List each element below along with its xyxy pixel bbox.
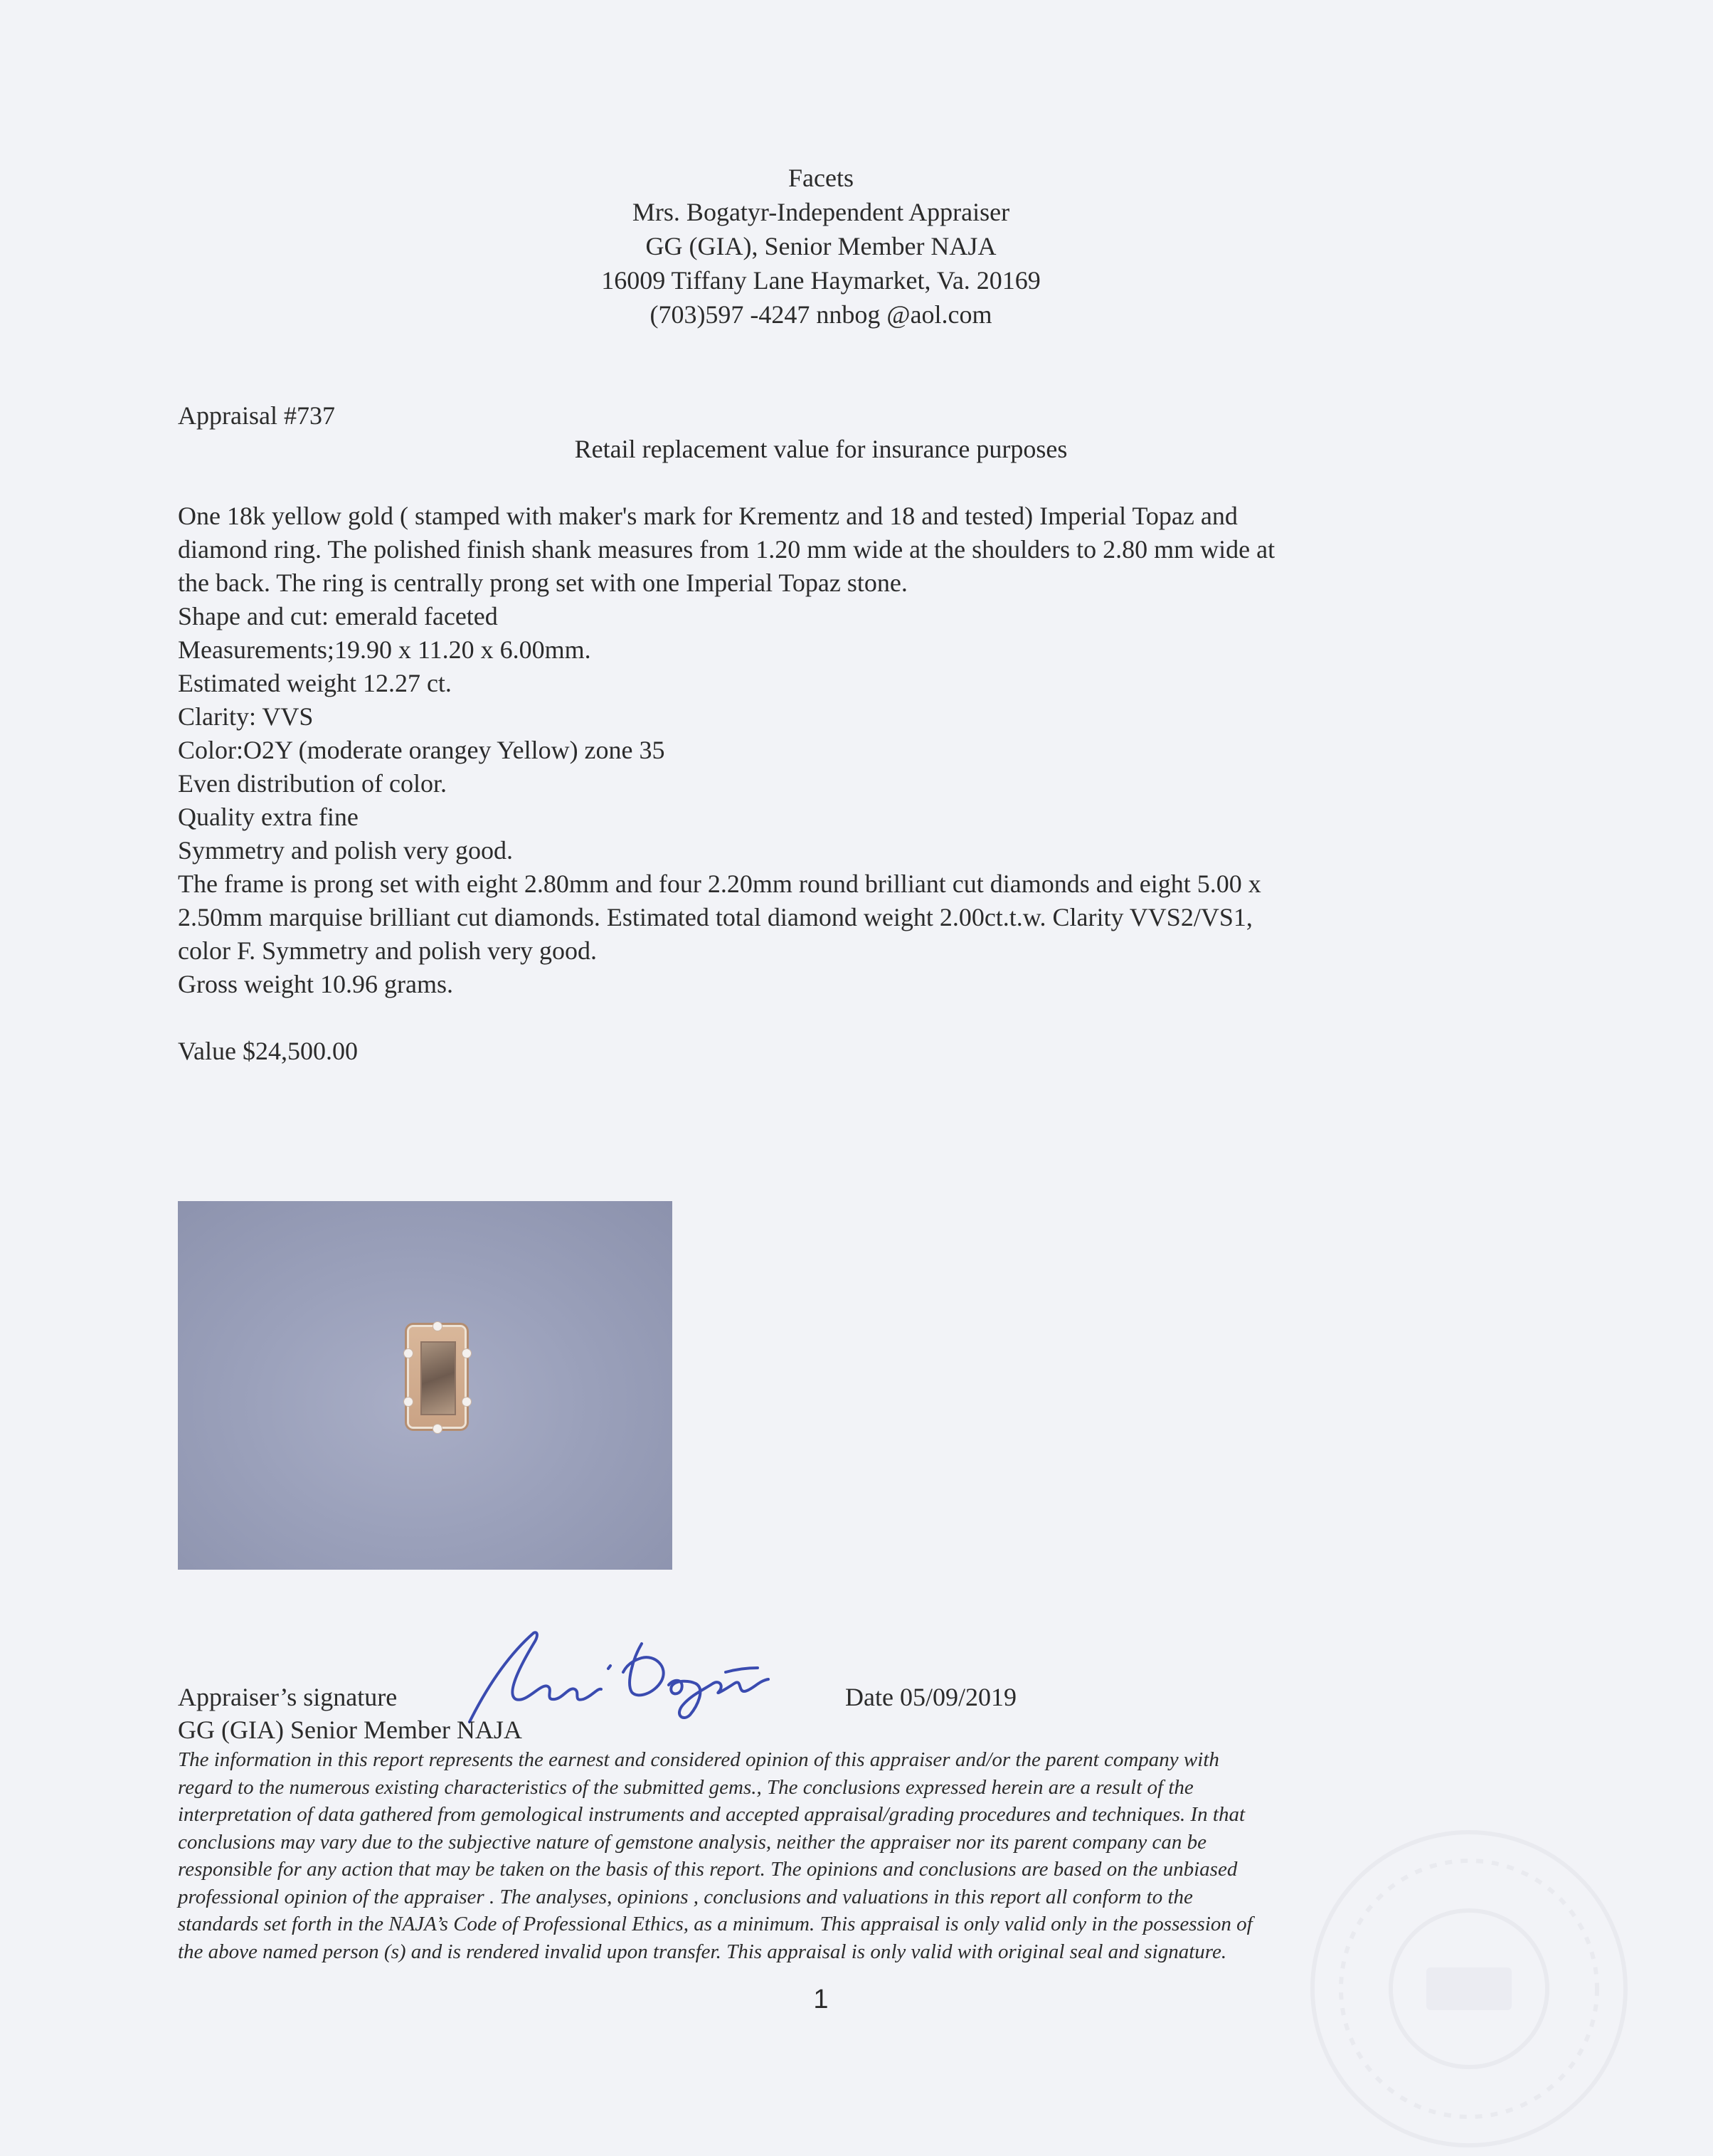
- ring-photo: [178, 1201, 672, 1570]
- ring-image: [409, 1327, 465, 1427]
- description-line: color F. Symmetry and polish very good.: [178, 936, 598, 965]
- description-line: Shape and cut: emerald faceted: [178, 602, 498, 630]
- description-line: Quality extra fine: [178, 803, 359, 831]
- company-address: 16009 Tiffany Lane Haymarket, Va. 20169: [601, 266, 1041, 295]
- description-line: One 18k yellow gold ( stamped with maker's mark for Krementz and 18 and tested) Imperial Topaz and: [178, 502, 1238, 530]
- disclaimer-line: the above named person (s) and is rendered invalid upon transfer. This appraisal is only valid with original seal and signature.: [178, 1940, 1227, 1963]
- diamond: [433, 1321, 442, 1331]
- disclaimer-line: The information in this report represents the earnest and considered opinion of this appraiser and/or the parent company with: [178, 1748, 1219, 1771]
- item-description: [178, 500, 1458, 1001]
- disclaimer-line: regard to the numerous existing characteristics of the submitted gems., The conclusions expressed herein are a result of the: [178, 1775, 1194, 1799]
- description-line: Symmetry and polish very good.: [178, 836, 513, 865]
- appraiser-credentials: GG (GIA), Senior Member NAJA: [645, 232, 997, 260]
- description-line: diamond ring. The polished finish shank measures from 1.20 mm wide at the shoulders to 2.80 mm wide at: [178, 535, 1276, 564]
- topaz-stone: [420, 1341, 456, 1415]
- company-contact: (703)597 -4247 nnbog @aol.com: [649, 300, 992, 329]
- description-line: Even distribution of color.: [178, 769, 447, 798]
- description-line: Gross weight 10.96 grams.: [178, 970, 453, 998]
- description-line: 2.50mm marquise brilliant cut diamonds. Estimated total diamond weight 2.00ct.t.w. Clarity VVS2/VS1,: [178, 903, 1253, 931]
- disclaimer-line: standards set forth in the NAJA’s Code of Professional Ethics, as a minimum. This appraisal is only valid only in the possession of: [178, 1913, 1253, 1935]
- letterhead: [0, 161, 1642, 332]
- appraisal-purpose: Retail replacement value for insurance purposes: [574, 435, 1068, 463]
- company-name: Facets: [788, 164, 854, 192]
- signature-date: Date 05/09/2019: [845, 1683, 1017, 1711]
- diamond: [462, 1348, 472, 1358]
- diamond: [403, 1397, 413, 1407]
- diamond: [462, 1397, 472, 1407]
- disclaimer-line: conclusions may vary due to the subjective nature of gemstone analysis, neither the appraiser nor its parent company can be: [178, 1830, 1206, 1854]
- signature-label: Appraiser’s signature: [178, 1683, 398, 1711]
- signature-text: Nina Bogatyr: [598, 1722, 602, 1723]
- appraiser-title: Mrs. Bogatyr-Independent Appraiser: [632, 198, 1010, 226]
- diamond: [433, 1424, 442, 1434]
- diamond: [403, 1348, 413, 1358]
- description-line: The frame is prong set with eight 2.80mm and four 2.20mm round brilliant cut diamonds and eight 5.00 x: [178, 870, 1261, 898]
- appraiser-signature: [455, 1615, 825, 1729]
- disclaimer-line: responsible for any action that may be taken on the basis of this report. The opinions and conclusions are based on the unbiased: [178, 1858, 1238, 1881]
- description-line: Measurements;19.90 x 11.20 x 6.00mm.: [178, 635, 591, 664]
- appraisal-number: Appraisal #737: [178, 401, 335, 430]
- appraised-value: Value $24,500.00: [178, 1037, 358, 1065]
- disclaimer-line: interpretation of data gathered from gemological instruments and accepted appraisal/grading procedures and techniques. In that: [178, 1803, 1246, 1826]
- description-line: Color:O2Y (moderate orangey Yellow) zone 35: [178, 736, 665, 764]
- description-line: the back. The ring is centrally prong set with one Imperial Topaz stone.: [178, 569, 908, 597]
- description-line: Clarity: VVS: [178, 702, 314, 731]
- signer-credentials: GG (GIA) Senior Member NAJA: [178, 1716, 522, 1744]
- disclaimer: [178, 1746, 1473, 1965]
- disclaimer-line: professional opinion of the appraiser . The analyses, opinions , conclusions and valuations in this report all conform to the: [178, 1885, 1193, 1908]
- page-number: 1: [813, 1985, 829, 2014]
- description-line: Estimated weight 12.27 ct.: [178, 669, 452, 697]
- embossed-seal: [1302, 1822, 1636, 2156]
